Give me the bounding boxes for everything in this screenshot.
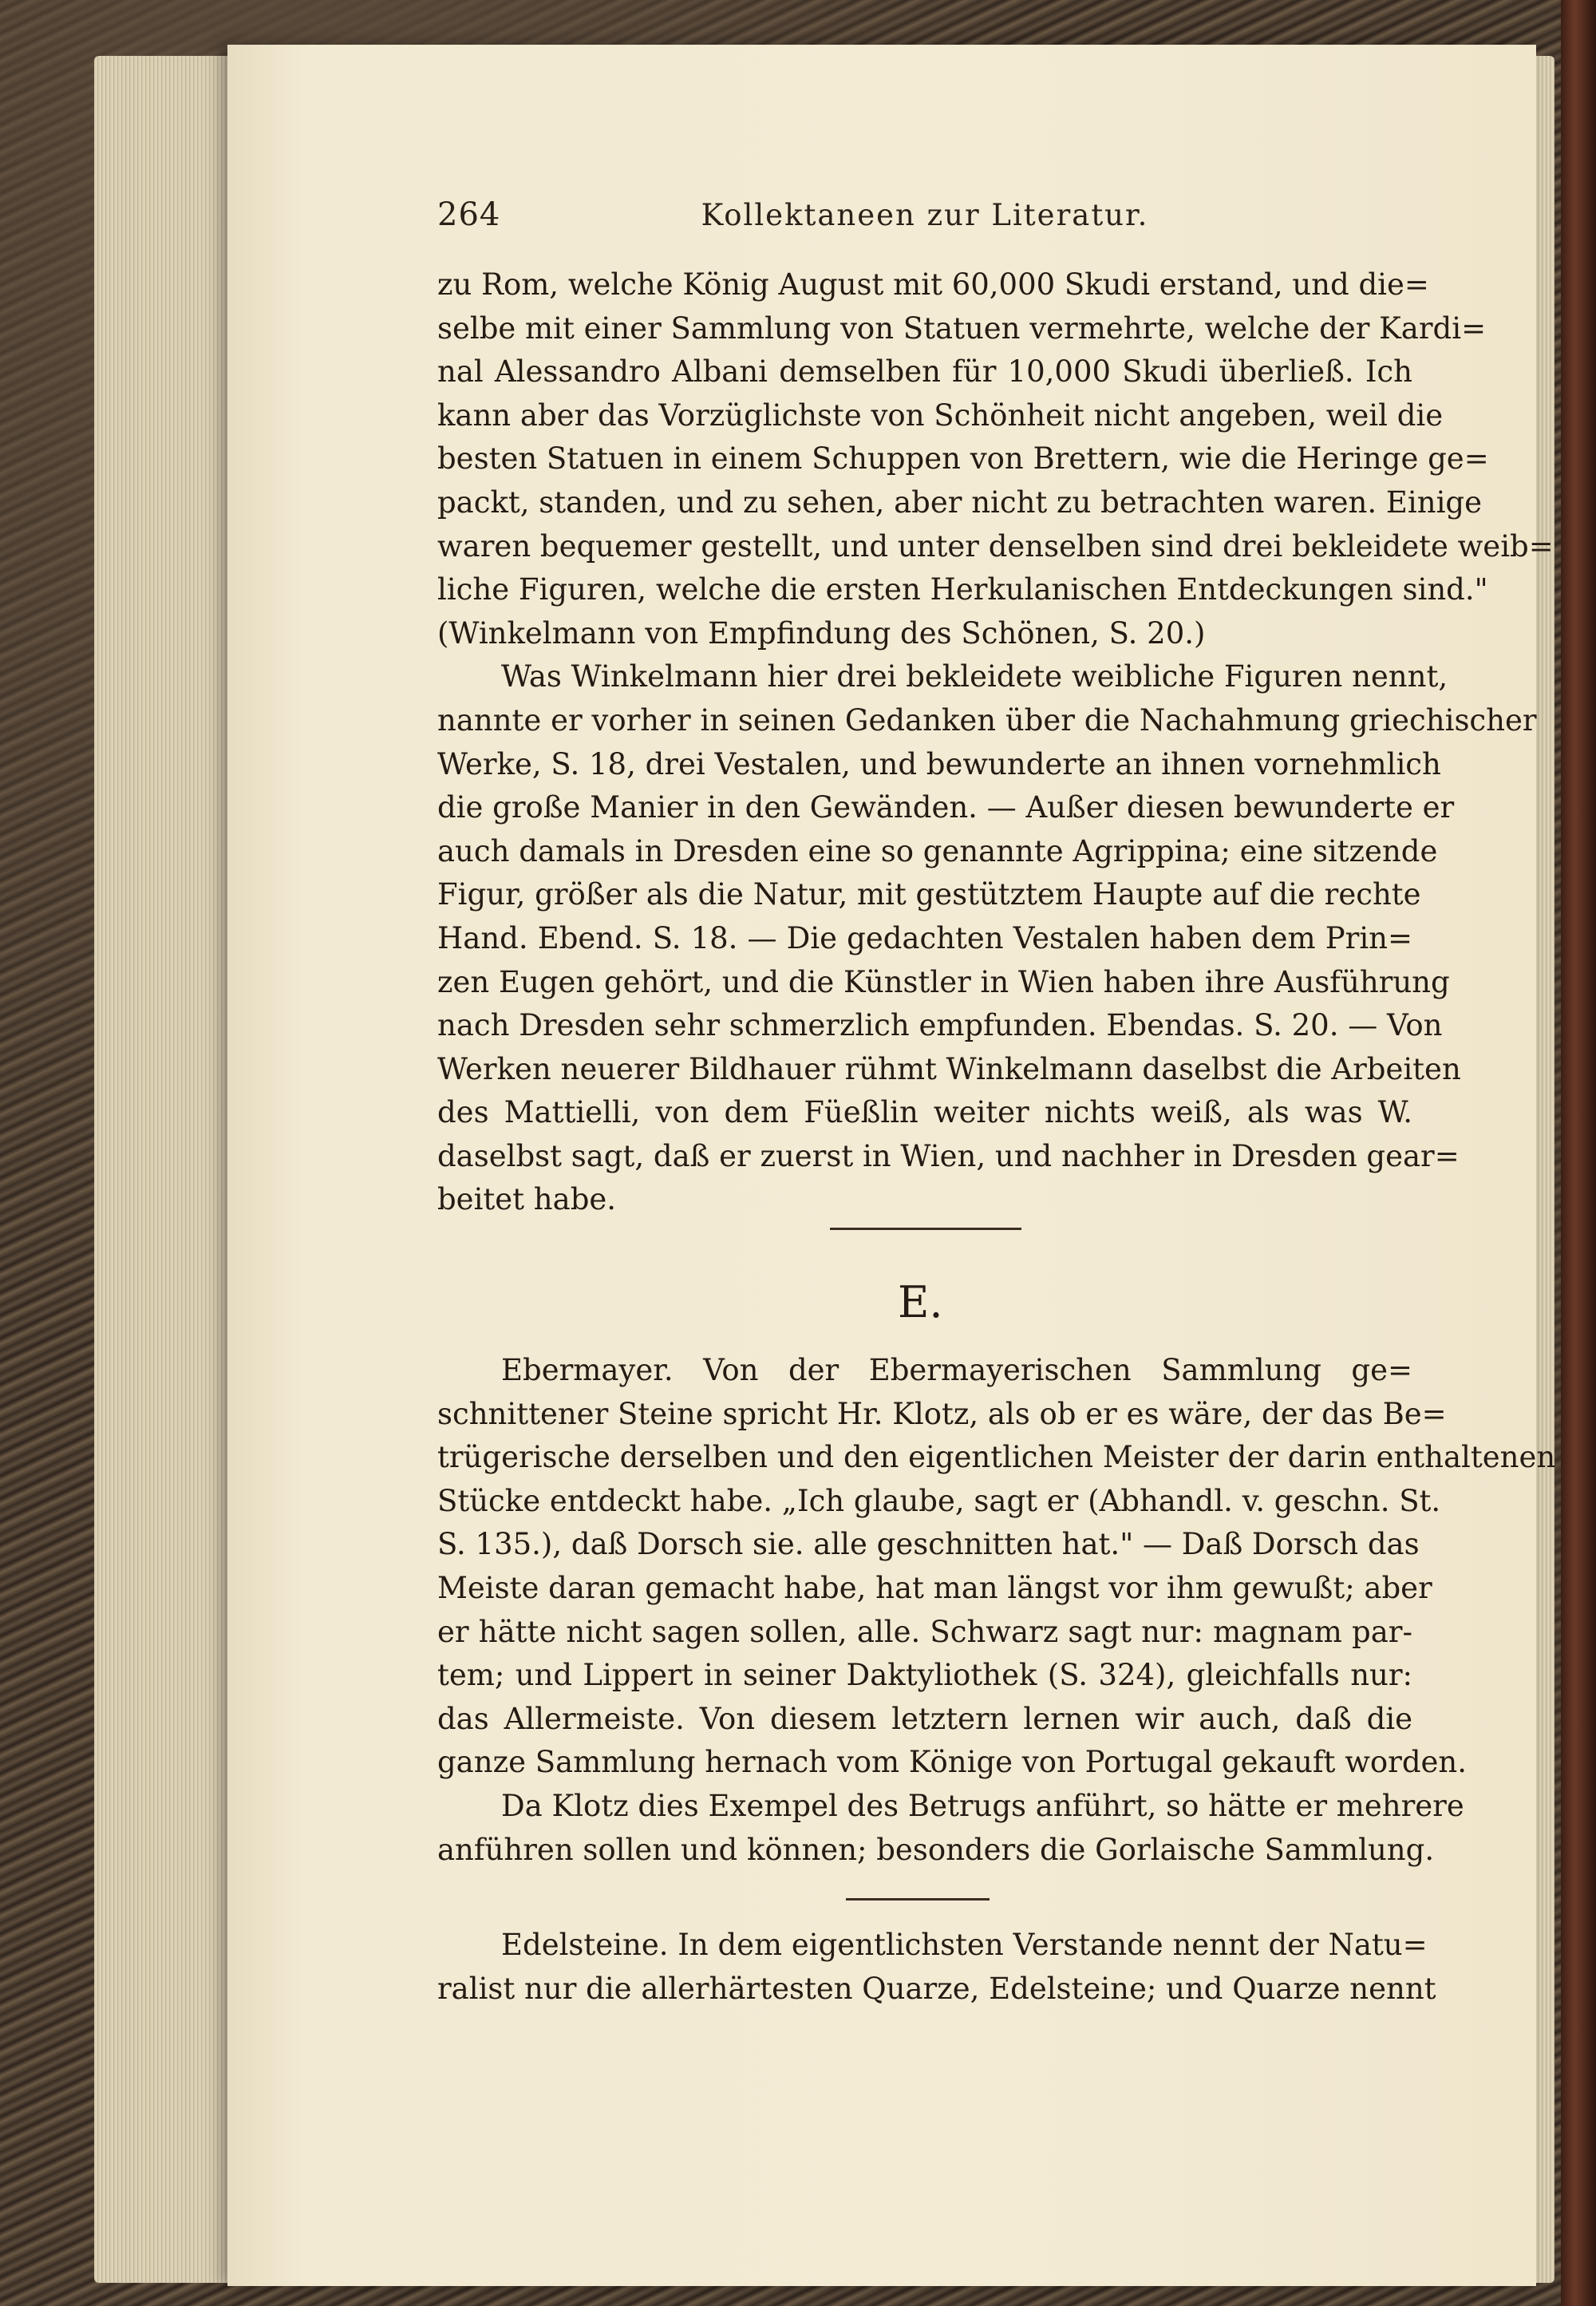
text-line: tem; und Lippert in seiner Daktyliothek (S. 324), gleichfalls nur: (437, 1658, 1412, 1693)
text-line: nach Dresden sehr schmerzlich empfunden. Ebendas. S. 20. — Von (437, 1008, 1443, 1043)
text-line: packt, standen, und zu sehen, aber nicht zu betrachten waren. Einige (437, 485, 1482, 520)
text-line: (Winkelmann von Empfindung des Schönen, S. 20.) (437, 615, 1206, 651)
text-line: Was Winkelmann hier drei bekleidete weibliche Figuren nennt, (501, 659, 1448, 694)
text-line: Figur, größer als die Natur, mit gestütztem Haupte auf die rechte (437, 877, 1421, 912)
text-line: nal Alessandro Albani demselben für 10,000 Skudi überließ. Ich (437, 354, 1412, 390)
text-line: Meiste daran gemacht habe, hat man längst vor ihm gewußt; aber (437, 1570, 1432, 1605)
book-spine (1561, 0, 1596, 2306)
text-line: schnittener Steine spricht Hr. Klotz, als ob er es wäre, der das Be= (437, 1396, 1447, 1431)
text-line: nannte er vorher in seinen Gedanken über die Nachahmung griechischer (437, 702, 1537, 738)
text-line: auch damals in Dresden eine so genannte Agrippina; eine sitzende (437, 833, 1438, 868)
text-line: Da Klotz dies Exempel des Betrugs anführt, so hätte er mehrere (501, 1788, 1464, 1823)
text-line: ralist nur die allerhärtesten Quarze, Edelsteine; und Quarze nennt (437, 1971, 1436, 2006)
text-line: trügerische derselben und den eigentlichen Meister der darin enthaltenen (437, 1440, 1556, 1475)
text-line: beitet habe. (437, 1182, 617, 1217)
text-line: zu Rom, welche König August mit 60,000 Skudi erstand, und die= (437, 267, 1429, 302)
text-line: Werke, S. 18, drei Vestalen, und bewunderte an ihnen vornehmlich (437, 746, 1441, 781)
section-letter-heading: E. (898, 1277, 943, 1327)
page-body (437, 263, 1554, 1222)
text-line: Werken neuerer Bildhauer rühmt Winkelmann daselbst die Arbeiten (437, 1051, 1461, 1086)
text-line: zen Eugen gehört, und die Künstler in Wien haben ihre Ausführung (437, 964, 1450, 999)
page-number: 264 (437, 196, 501, 233)
paragraph-4 (437, 1785, 1464, 1872)
running-head: Kollektaneen zur Literatur. (701, 198, 1149, 232)
paragraph-5 (437, 1924, 1436, 2011)
text-line: Stücke entdeckt habe. „Ich glaube, sagt er (Abhandl. v. geschn. St. (437, 1483, 1441, 1518)
text-line: daselbst sagt, daß er zuerst in Wien, und nachher in Dresden gear= (437, 1138, 1460, 1173)
text-line: besten Statuen in einem Schuppen von Brettern, wie die Heringe ge= (437, 441, 1489, 477)
text-line: kann aber das Vorzüglichste von Schönheit nicht angeben, weil die (437, 398, 1444, 433)
text-line: S. 135.), daß Dorsch sie. alle geschnitten hat." — Daß Dorsch das (437, 1527, 1420, 1562)
text-line: die große Manier in den Gewänden. — Außer diesen bewunderte er (437, 790, 1455, 825)
text-line: er hätte nicht sagen sollen, alle. Schwarz sagt nur: magnam par- (437, 1614, 1412, 1649)
text-line: Hand. Ebend. S. 18. — Die gedachten Vestalen haben dem Prin= (437, 920, 1412, 955)
text-line: Ebermayer. Von der Ebermayerischen Sammlung ge= (501, 1353, 1412, 1387)
text-line: waren bequemer gestellt, und unter denselben sind drei bekleidete weib= (437, 528, 1554, 564)
text-line: Edelsteine. In dem eigentlichsten Verstande nennt der Natu= (501, 1928, 1428, 1962)
section-divider-rule (846, 1898, 990, 1901)
page-body-continued (437, 1349, 1556, 1872)
page-header (437, 196, 1412, 244)
paragraph-3 (437, 1349, 1556, 1785)
paragraph-1 (437, 263, 1554, 655)
text-line: anführen sollen und können; besonders die Gorlaische Sammlung. (437, 1832, 1435, 1867)
text-line: selbe mit einer Sammlung von Statuen vermehrte, welche der Kardi= (437, 310, 1487, 346)
paragraph-2 (437, 655, 1537, 1222)
page-body-final (437, 1924, 1436, 2011)
text-line: liche Figuren, welche die ersten Herkulanischen Entdeckungen sind." (437, 572, 1488, 607)
text-line: des Mattielli, von dem Füeßlin weiter nichts weiß, als was W. (437, 1095, 1412, 1130)
section-divider-rule (830, 1228, 1021, 1230)
text-line: das Allermeiste. Von diesem letztern lernen wir auch, daß die (437, 1701, 1412, 1736)
text-line: ganze Sammlung hernach vom Könige von Portugal gekauft worden. (437, 1745, 1467, 1780)
